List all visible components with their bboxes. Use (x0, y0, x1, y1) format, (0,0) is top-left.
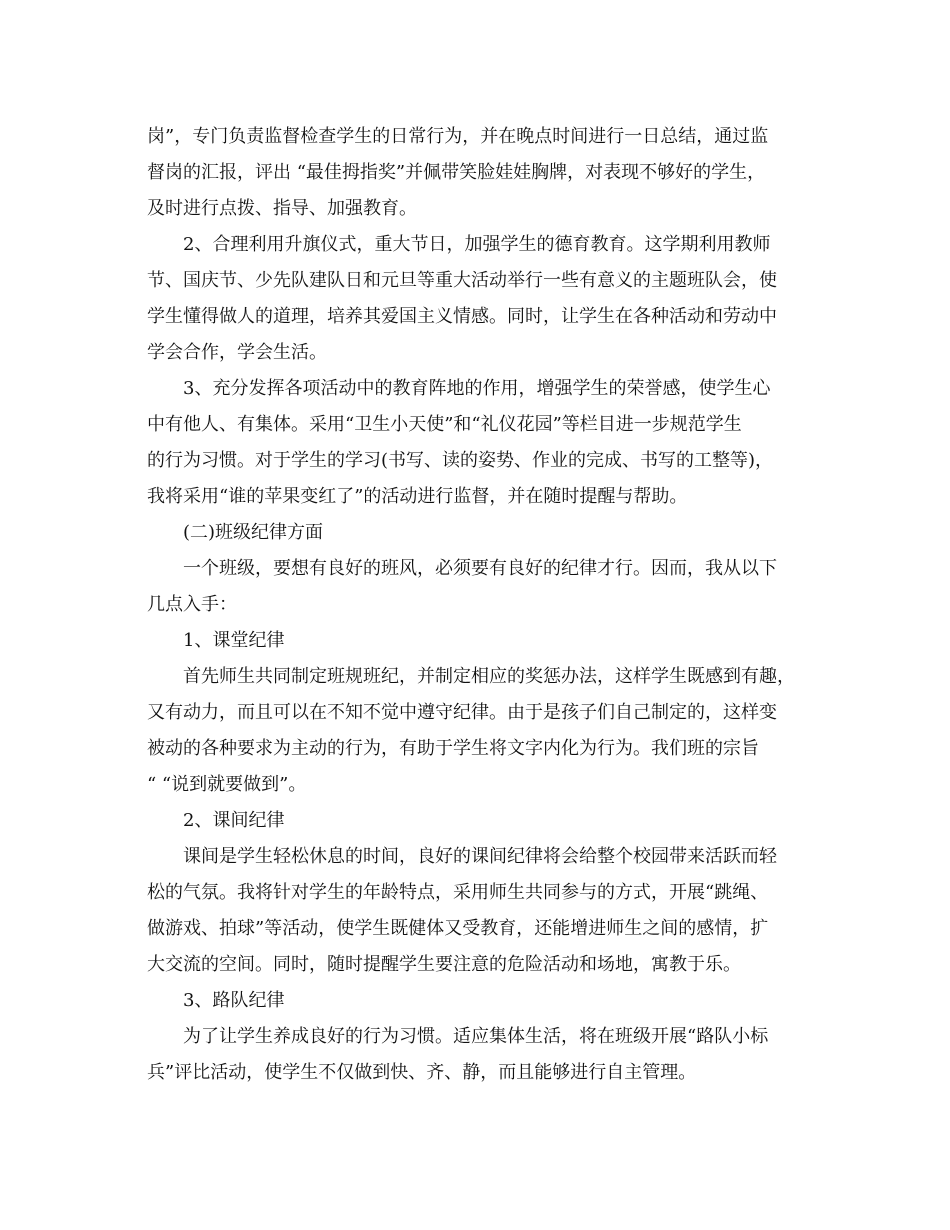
text-line: 2、合理利用升旗仪式，重大节日，加强学生的德育教育。这学期利用教师 (183, 234, 771, 255)
text-line: 及时进行点拨、指导、加强教育。 (147, 198, 417, 219)
text-line: 课间是学生轻松休息的时间，良好的课间纪律将会给整个校园带来活跃而轻 (183, 846, 777, 867)
text-line: 我将采用“谁的苹果变红了”的活动进行监督，并在随时提醒与帮助。 (147, 486, 688, 507)
text-line: 兵”评比活动，使学生不仅做到快、齐、静，而且能够进行自主管理。 (147, 1062, 697, 1083)
text-line: 节、国庆节、少先队建队日和元旦等重大活动举行一些有意义的主题班队会，使 (147, 270, 777, 291)
text-line: 被动的各种要求为主动的行为，有助于学生将文字内化为行为。我们班的宗旨 (147, 738, 759, 759)
text-line: 3、充分发挥各项活动中的教育阵地的作用，增强学生的荣誉感，使学生心 (183, 378, 771, 399)
text-line: 学会合作，学会生活。 (147, 342, 327, 363)
text-line: 岗”，专门负责监督检查学生的日常行为，并在晚点时间进行一日总结，通过监 (147, 126, 769, 147)
text-line: 几点入手： (147, 594, 237, 615)
text-line: 一个班级，要想有良好的班风，必须要有良好的纪律才行。因而，我从以下 (183, 558, 777, 579)
section-heading: (二)班级纪律方面 (183, 522, 324, 543)
text-line: 首先师生共同制定班规班纪，并制定相应的奖惩办法，这样学生既感到有趣， (183, 666, 795, 687)
text-line: 中有他人、有集体。采用“卫生小天使”和“礼仪花园”等栏目进一步规范学生 (147, 414, 742, 435)
text-line: 为了让学生养成良好的行为习惯。适应集体生活，将在班级开展“路队小标 (183, 1026, 769, 1047)
text-line: 大交流的空间。同时，随时提醒学生要注意的危险活动和场地，寓教于乐。 (147, 954, 741, 975)
text-line: 松的气氛。我将针对学生的年龄特点，采用师生共同参与的方式，开展“跳绳、 (147, 882, 769, 903)
text-line: 的行为习惯。对于学生的学习(书写、读的姿势、作业的完成、书写的工整等)， (147, 450, 774, 471)
text-line: 学生懂得做人的道理，培养其爱国主义情感。同时，让学生在各种活动和劳动中 (147, 306, 777, 327)
text-line: 督岗的汇报，评出 “最佳拇指奖”并佩带笑脸娃娃胸牌，对表现不够好的学生， (147, 162, 766, 183)
subsection-heading: 2、课间纪律 (183, 810, 285, 831)
subsection-heading: 3、路队纪律 (183, 990, 285, 1011)
subsection-heading: 1、课堂纪律 (183, 630, 285, 651)
text-line: 做游戏、拍球”等活动，使学生既健体又受教育，还能增进师生之间的感情，扩 (147, 918, 769, 939)
text-line: 又有动力，而且可以在不知不觉中遵守纪律。由于是孩子们自己制定的，这样变 (147, 702, 777, 723)
text-line: “ “说到就要做到”。 (147, 774, 307, 795)
